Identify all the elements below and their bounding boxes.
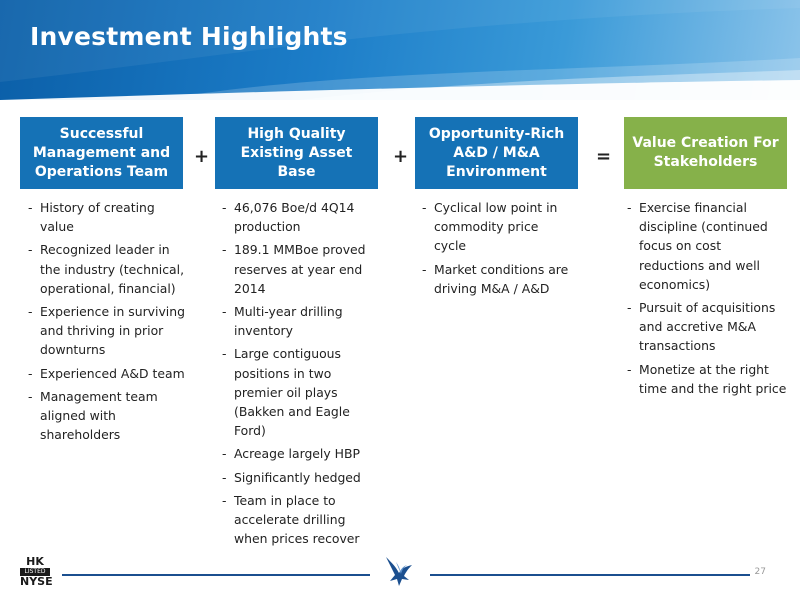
bullet-list-value-creation <box>627 198 787 402</box>
list-item: - Team in place to accelerate drilling when prices recover <box>222 491 382 549</box>
header-banner <box>0 0 800 100</box>
box-value-creation: Value Creation For Stakeholders <box>624 117 787 189</box>
page-title: Investment Highlights <box>30 22 348 51</box>
list-item: - Large contiguous positions in two premier oil plays (Bakken and Eagle Ford) <box>222 344 382 440</box>
list-item: - History of creating value <box>28 198 188 236</box>
list-item: - Significantly hedged <box>222 468 382 487</box>
list-item: - 46,076 Boe/d 4Q14 production <box>222 198 382 236</box>
list-item: - Monetize at the right time and the right price <box>627 360 787 398</box>
bullet-list-environment <box>422 198 572 302</box>
bullet-list-asset-base <box>222 198 382 552</box>
list-item: - Cyclical low point in commodity price cycle <box>422 198 572 256</box>
box-ad-ma-environment: Opportunity-Rich A&D / M&A Environment <box>415 117 578 189</box>
hawk-logo-icon <box>382 553 418 589</box>
list-item: - Multi-year drilling inventory <box>222 302 382 340</box>
box-management-team: Successful Management and Operations Team <box>20 117 183 189</box>
logo-bottom-text: NYSE <box>20 575 53 588</box>
box-asset-base: High Quality Existing Asset Base <box>215 117 378 189</box>
plus-operator-1: + <box>194 146 210 167</box>
list-item: - 189.1 MMBoe proved reserves at year end 2014 <box>222 240 382 298</box>
bullet-list-management <box>28 198 188 448</box>
equals-operator: = <box>596 146 612 167</box>
hk-nyse-logo <box>20 555 53 588</box>
list-item: - Management team aligned with shareholders <box>28 387 188 445</box>
list-item: - Experienced A&D team <box>28 364 188 383</box>
logo-top-text: HK <box>26 555 44 568</box>
footer-divider-right <box>430 574 750 576</box>
list-item: - Market conditions are driving M&A / A&D <box>422 260 572 298</box>
logo-listed-text: LISTED <box>20 568 50 576</box>
footer-divider-left <box>62 574 370 576</box>
list-item: - Recognized leader in the industry (technical, operational, financial) <box>28 240 188 298</box>
page-number: 27 <box>754 567 766 577</box>
list-item: - Pursuit of acquisitions and accretive M&A transactions <box>627 298 787 356</box>
plus-operator-2: + <box>393 146 409 167</box>
list-item: - Exercise financial discipline (continued focus on cost reductions and well economics) <box>627 198 787 294</box>
list-item: - Experience in surviving and thriving in prior downturns <box>28 302 188 360</box>
list-item: - Acreage largely HBP <box>222 444 382 463</box>
